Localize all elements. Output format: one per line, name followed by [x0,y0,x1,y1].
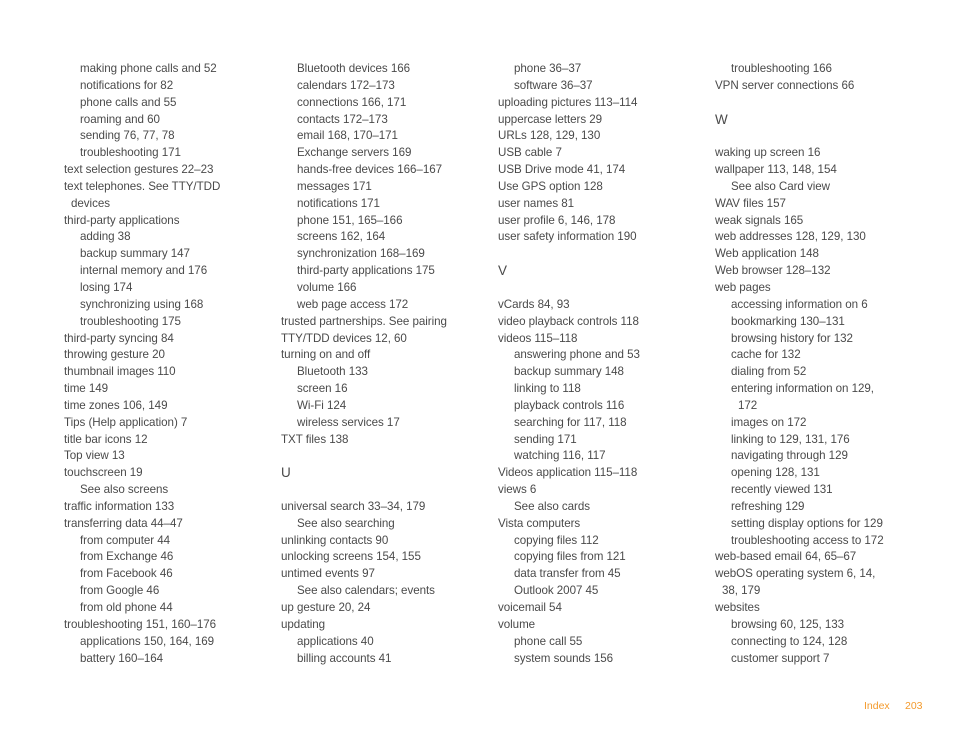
index-entry: text telephones. See TTY/TDD [64,179,221,193]
index-entry: TTY/TDD devices 12, 60 [281,331,407,345]
index-entry: WAV files 157 [715,196,786,210]
index-spacer [281,448,486,465]
index-subentry: Wi-Fi 124 [297,398,347,412]
index-subentry: from computer 44 [80,533,171,547]
index-subentry: answering phone and 53 [514,348,640,362]
index-entry: title bar icons 12 [64,432,148,446]
index-column-2 [281,61,486,667]
index-subentry: bookmarking 130–131 [731,314,845,328]
index-entry: traffic information 133 [64,499,175,513]
index-subentry: third-party applications 175 [297,264,435,278]
index-subentry: accessing information on 6 [731,297,868,311]
index-entry: waking up screen 16 [715,146,821,160]
index-entry: universal search 33–34, 179 [281,499,426,513]
index-entry: Vista computers [498,516,581,530]
index-entry: websites [715,601,760,614]
index-subentry: See also Card view [731,179,830,193]
index-subentry: See also screens [80,483,169,497]
index-entry: web-based email 64, 65–67 [715,550,857,564]
index-entry: thumbnail images 110 [64,365,176,379]
index-subentry: troubleshooting 171 [80,146,181,160]
index-entry: user safety information 190 [498,230,637,244]
index-entry: volume [498,617,536,631]
index-subentry: making phone calls and 52 [80,62,217,75]
index-subentry: cache for 132 [731,348,801,362]
index-column-3 [498,61,703,667]
index-entry: TXT files 138 [281,432,349,446]
index-entry: Use GPS option 128 [498,179,603,193]
index-subentry: applications 40 [297,634,374,648]
index-entry: 38, 179 [722,584,761,598]
index-subentry: linking to 129, 131, 176 [731,432,850,446]
index-subentry: troubleshooting 166 [731,62,832,75]
index-subentry: entering information on 129, [731,382,874,396]
index-subentry: 172 [738,398,758,412]
index-subentry: volume 166 [297,280,357,294]
index-entry: third-party syncing 84 [64,331,174,345]
index-subentry: browsing history for 132 [731,331,853,345]
index-spacer [498,246,703,263]
index-subentry: internal memory and 176 [80,264,208,278]
index-entry: web pages [715,280,771,294]
index-spacer [281,482,486,499]
index-subentry: setting display options for 129 [731,516,883,530]
index-subentry: applications 150, 164, 169 [80,634,215,648]
index-entry: vCards 84, 93 [498,297,570,311]
index-entry: third-party applications [64,213,180,227]
footer-section-label: Index [864,700,890,712]
index-entry: USB cable 7 [498,146,562,160]
index-subentry: phone 151, 165–166 [297,213,403,227]
index-section-letter: U [281,465,291,481]
index-subentry: dialing from 52 [731,365,807,379]
index-entry: Web browser 128–132 [715,264,831,278]
index-subentry: screens 162, 164 [297,230,386,244]
index-entry: Tips (Help application) 7 [64,415,188,429]
index-subentry: opening 128, 131 [731,466,820,480]
index-subentry: synchronization 168–169 [297,247,425,261]
index-column-1 [64,61,269,667]
index-subentry: email 168, 170–171 [297,129,398,143]
index-spacer [498,280,703,297]
index-entry: video playback controls 118 [498,314,639,328]
index-subentry: wireless services 17 [297,415,400,429]
index-entry: Web application 148 [715,247,819,261]
index-subentry: See also cards [514,499,590,513]
index-subentry: Bluetooth 133 [297,365,368,379]
index-subentry: sending 76, 77, 78 [80,129,175,143]
index-spacer [715,95,920,112]
index-entry: weak signals 165 [715,213,804,227]
index-column-4 [715,61,920,667]
index-subentry: images on 172 [731,415,807,429]
index-subentry: searching for 117, 118 [514,415,627,429]
index-section-letter: W [715,111,728,127]
index-subentry: backup summary 147 [80,247,190,261]
index-subentry: See also searching [297,516,395,530]
index-entry: throwing gesture 20 [64,348,165,362]
index-entry: Videos application 115–118 [498,466,638,480]
index-subentry: phone 36–37 [514,62,582,75]
index-subentry: from old phone 44 [80,601,173,614]
index-subentry: See also calendars; events [297,584,435,598]
index-subentry: linking to 118 [514,382,581,396]
index-subentry: troubleshooting access to 172 [731,533,884,547]
index-subentry: messages 171 [297,179,372,193]
index-subentry: system sounds 156 [514,651,614,665]
index-subentry: screen 16 [297,382,348,396]
index-entry: up gesture 20, 24 [281,601,371,614]
index-subentry: contacts 172–173 [297,112,388,126]
index-entry: Top view 13 [64,449,125,463]
index-subentry: Exchange servers 169 [297,146,412,160]
index-subentry: connections 166, 171 [297,95,407,109]
index-entry: wallpaper 113, 148, 154 [715,163,837,177]
index-subentry: copying files from 121 [514,550,626,564]
index-subentry: synchronizing using 168 [80,297,204,311]
index-subentry: refreshing 129 [731,499,805,513]
index-subentry: from Google 46 [80,584,160,598]
index-entry: URLs 128, 129, 130 [498,129,601,143]
index-subentry: browsing 60, 125, 133 [731,617,845,631]
index-entry: unlocking screens 154, 155 [281,550,421,564]
index-subentry: copying files 112 [514,533,599,547]
index-entry: user names 81 [498,196,575,210]
index-entry: uploading pictures 113–114 [498,95,638,109]
index-entry: transferring data 44–47 [64,516,183,530]
index-subentry: roaming and 60 [80,112,160,126]
index-subentry: web page access 172 [297,297,409,311]
index-entry: uppercase letters 29 [498,112,603,126]
index-entry: untimed events 97 [281,567,375,581]
index-subentry: playback controls 116 [514,398,625,412]
index-entry: USB Drive mode 41, 174 [498,163,626,177]
footer-page-number: 203 [905,700,923,712]
index-subentry: adding 38 [80,230,131,244]
index-subentry: from Exchange 46 [80,550,174,564]
index-entry: troubleshooting 151, 160–176 [64,617,217,631]
index-subentry: hands-free devices 166–167 [297,163,443,177]
index-entry: videos 115–118 [498,331,578,345]
index-entry: touchscreen 19 [64,466,143,480]
index-entry: updating [281,617,326,631]
index-subentry: notifications for 82 [80,78,174,92]
index-subentry: Bluetooth devices 166 [297,62,411,75]
index-spacer [715,128,920,145]
index-entry: time 149 [64,382,109,396]
index-subentry: Outlook 2007 45 [514,584,599,598]
index-entry: unlinking contacts 90 [281,533,389,547]
index-subentry: from Facebook 46 [80,567,173,581]
index-subentry: navigating through 129 [731,449,848,463]
index-entry: text selection gestures 22–23 [64,163,214,177]
index-subentry: battery 160–164 [80,651,164,665]
index-entry: time zones 106, 149 [64,398,168,412]
index-subentry: sending 171 [514,432,577,446]
index-subentry: connecting to 124, 128 [731,634,848,648]
index-entry: web addresses 128, 129, 130 [715,230,866,244]
index-subentry: losing 174 [80,280,133,294]
index-entry: user profile 6, 146, 178 [498,213,616,227]
index-subentry: watching 116, 117 [514,449,606,463]
index-entry: VPN server connections 66 [715,78,855,92]
index-subentry: troubleshooting 175 [80,314,181,328]
index-subentry: customer support 7 [731,651,830,665]
index-subentry: recently viewed 131 [731,483,833,497]
index-entry: turning on and off [281,348,371,362]
index-section-letter: V [498,263,508,279]
index-subentry: calendars 172–173 [297,78,395,92]
index-entry: views 6 [498,483,537,497]
index-entry: trusted partnerships. See pairing [281,314,447,328]
index-subentry: backup summary 148 [514,365,624,379]
index-subentry: billing accounts 41 [297,651,392,665]
index-subentry: data transfer from 45 [514,567,621,581]
index-entry: devices [71,196,110,210]
index-subentry: phone call 55 [514,634,583,648]
index-entry: voicemail 54 [498,601,562,614]
index-entry: webOS operating system 6, 14, [715,567,876,581]
index-subentry: notifications 171 [297,196,380,210]
index-subentry: software 36–37 [514,78,593,92]
index-subentry: phone calls and 55 [80,95,177,109]
